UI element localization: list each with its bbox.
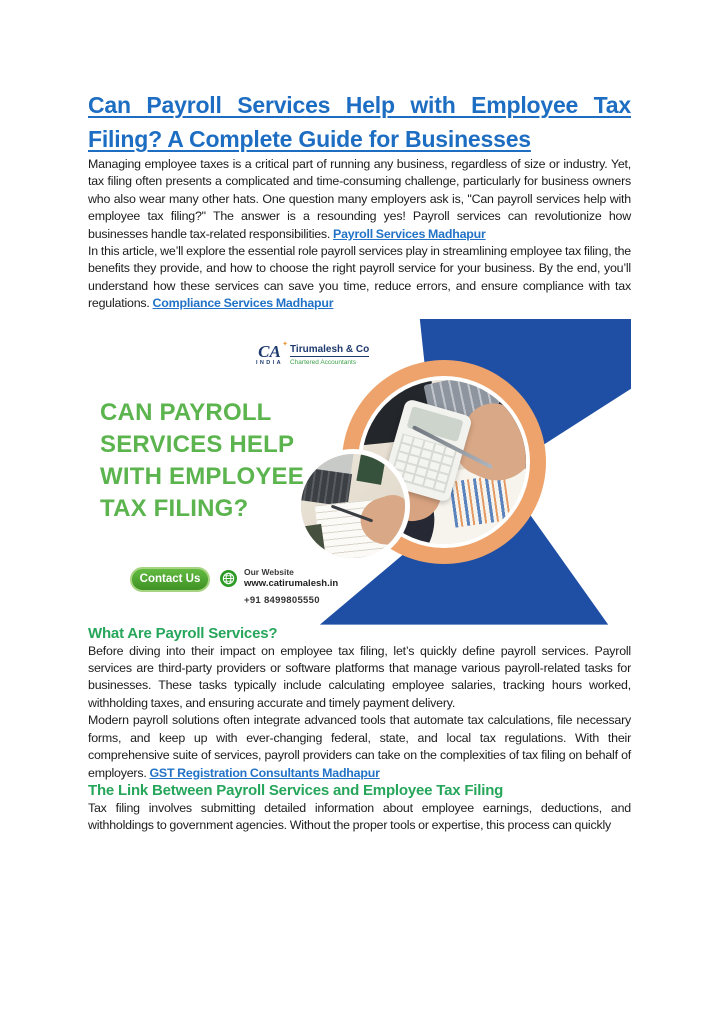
link-compliance-services-madhapur[interactable]: Compliance Services Madhapur — [152, 296, 334, 311]
section-heading-what-are-payroll-services: What Are Payroll Services? — [88, 624, 278, 642]
paragraph-text: Modern payroll solutions often integrate advanced tools that automate tax calculations, file necessary forms, and keep up with ever-changing federal, state, and local tax regulations. With their comprehensive suite of services, payroll providers can take on the complexities of tax filing on behalf of employers. — [88, 713, 631, 780]
logo-ca-letters: CA — [258, 341, 281, 361]
small-calculator-shape — [296, 524, 326, 562]
page-title — [88, 88, 631, 156]
website-url: www.catirumalesh.in — [244, 577, 339, 589]
logo-country-label: INDIA — [256, 359, 283, 366]
banner-headline: CAN PAYROLL SERVICES HELP WITH EMPLOYEE TAX FILING? — [100, 398, 304, 522]
paragraph-modern-solutions — [88, 712, 631, 782]
website-info — [244, 567, 338, 590]
website-label: Our Website — [244, 566, 294, 577]
paragraph-text: Before diving into their impact on employee tax filing, let’s quickly define payroll services. Payroll services are third-party providers or software platforms that manage various payroll-related tasks for businesses. These tasks typically include calculating employee salaries, tracking hours worked, withholding taxes, and ensuring accurate and timely payment delivery. — [88, 643, 631, 710]
paragraph-text: Managing employee taxes is a critical part of running any business, regardless of size or industry. Yet, tax filing often presents a complicated and time-consuming challenge, particularly for business owners who also wear many other hats. One question many employers ask is, "Can payroll services help with employee tax filing?" The answer is a resounding yes! Payroll services can revolutionize how businesses handle tax-related responsibilities. — [88, 157, 631, 241]
link-payroll-services-madhapur[interactable]: Payroll Services Madhapur — [333, 226, 486, 241]
paragraph-overview — [88, 243, 631, 313]
paragraph-define-payroll — [88, 643, 631, 713]
link-gst-registration-consultants-madhapur[interactable]: GST Registration Consultants Madhapur — [149, 765, 380, 780]
document-page — [88, 0, 631, 835]
phone-number: +91 8499805550 — [244, 594, 320, 606]
page-title-line2: Filing? A Complete Guide for Businesses — [88, 126, 531, 152]
bar-chart-paper-shape — [449, 474, 511, 527]
logo-star-icon: ✦ — [282, 340, 288, 348]
contact-us-button[interactable]: Contact Us — [130, 567, 210, 592]
section-heading-link-between-payroll-and-tax: The Link Between Payroll Services and Employee Tax Filing — [88, 781, 504, 799]
paragraph-text: Tax filing involves submitting detailed information about employee earnings, deductions, and withholdings to government agencies. Without the proper tools or expertise, this process can quickly — [88, 800, 631, 833]
ca-india-logo-mark — [256, 340, 288, 366]
logo-firm-name: Tirumalesh & Co — [289, 343, 370, 355]
paragraph-tax-filing — [88, 800, 631, 835]
globe-icon — [220, 570, 237, 587]
paragraph-text: In this article, we’ll explore the essential role payroll services play in streamlining employee tax filing, the benefits they provide, and how to choose the right payroll service for your business. By the end, you’ll understand how these services can save you time, reduce errors, and ensure compliance with tax regulations. — [88, 244, 631, 311]
company-logo — [256, 340, 370, 366]
article-banner-image — [88, 319, 631, 625]
paragraph-intro — [88, 156, 631, 243]
logo-text-block — [290, 344, 369, 366]
logo-tagline: Chartered Accountants — [289, 358, 357, 366]
page-title-line1: Can Payroll Services Help with Employee Tax — [88, 92, 631, 118]
